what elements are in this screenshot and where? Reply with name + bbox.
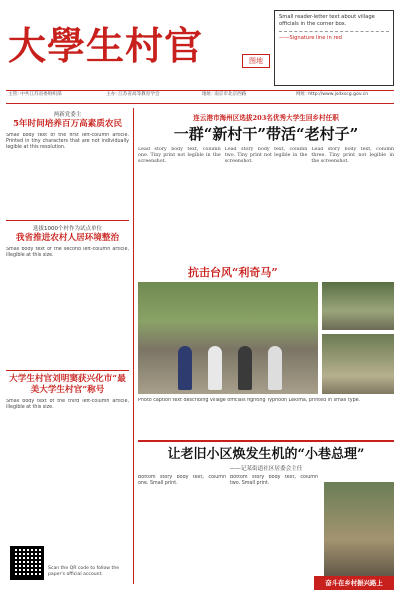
- qr-caption: Scan the QR code to follow the paper's official account.: [48, 566, 120, 577]
- info-online: 网址: http://www.jsdxscg.gov.cn: [296, 92, 369, 97]
- bottom-headline: 让老旧小区焕发生机的“小巷总理”: [167, 447, 365, 462]
- person-figure: [178, 346, 192, 390]
- bottom-col-1: Bottom story body text, column one. Small print.: [138, 475, 226, 487]
- left-column: [6, 108, 134, 584]
- bottom-story: [138, 440, 394, 590]
- masthead-stamp: 图地: [242, 54, 270, 68]
- slogan-banner: 奋斗在乡村振兴路上: [314, 576, 394, 590]
- quote-text: Small reader-letter text about village officials in the corner box.: [279, 14, 375, 27]
- article-kicker: 选拔1000个村作为试点单位: [33, 226, 102, 232]
- article-body: Small body text of the first left-column article. Printed in tiny characters that are not individually legible at this resolution.: [6, 133, 129, 151]
- publication-info-strip: [6, 90, 394, 104]
- article-body: Small body text of the second left-column article, illegible at this size.: [6, 247, 129, 259]
- lead-col-3: Lead story body text, column three. Tiny print not legible in the screenshot.: [311, 147, 394, 165]
- qr-code[interactable]: [10, 546, 44, 580]
- article-divider: [6, 220, 129, 221]
- bottom-photo: [324, 482, 394, 578]
- left-article-3: [6, 374, 133, 479]
- quote-divider: [279, 31, 389, 32]
- article-divider: [6, 370, 129, 371]
- photo-main-image: [138, 282, 318, 394]
- photo-story: [138, 266, 394, 436]
- bottom-columns: [138, 475, 318, 575]
- person-figure: [268, 346, 282, 390]
- masthead-quote-box: [274, 10, 394, 86]
- bottom-subheadline: ——记某街道社区居委会主任: [229, 466, 303, 472]
- article-body: Small body text of the third left-column article, illegible at this size.: [6, 399, 129, 411]
- bottom-col-2: Bottom story body text, column two. Small print.: [230, 475, 318, 487]
- photo-headline: 抗击台风“利奇马”: [188, 266, 278, 279]
- article-headline: 我省推进农村人居环境整治: [15, 233, 120, 243]
- lead-headline: 一群“新村干”带活“老村子”: [173, 125, 359, 143]
- lead-kicker: 连云港市海州区选拔203名优秀大学生回乡村任职: [193, 114, 339, 122]
- photo-side-image-top: [322, 282, 394, 330]
- person-figure: [208, 346, 222, 390]
- lead-columns: [138, 147, 394, 267]
- newspaper-title: 大學生村官: [8, 23, 204, 68]
- article-kicker: 两新党委主: [53, 112, 82, 118]
- lead-story: [138, 108, 394, 267]
- info-publisher: 主办: 江苏省高等教育学会: [106, 92, 160, 97]
- lead-col-1: Lead story body text, column one. Tiny print not legible in the screenshot.: [138, 147, 221, 165]
- lead-col-2: Lead story body text, column two. Tiny print not legible in the screenshot.: [224, 147, 308, 165]
- photo-caption: Photo caption text describing village officials fighting Typhoon Lekima, printed in small type.: [138, 398, 361, 403]
- info-address: 地址: 南京市北京西路: [202, 92, 247, 97]
- masthead: [6, 6, 394, 90]
- info-sponsor: 主管: 中共江苏省委组织部: [8, 92, 62, 97]
- photo-side-image-bottom: [322, 334, 394, 394]
- article-headline: 大学生村官刘明窦获兴化市“最美大学生村官”称号: [9, 374, 126, 395]
- left-article-2: [6, 224, 133, 367]
- article-headline: 5年时间培养百万高素质农民: [12, 119, 123, 129]
- left-article-1: [6, 110, 133, 217]
- quote-signature: ——Signature line in red: [279, 35, 342, 41]
- person-figure: [238, 346, 252, 390]
